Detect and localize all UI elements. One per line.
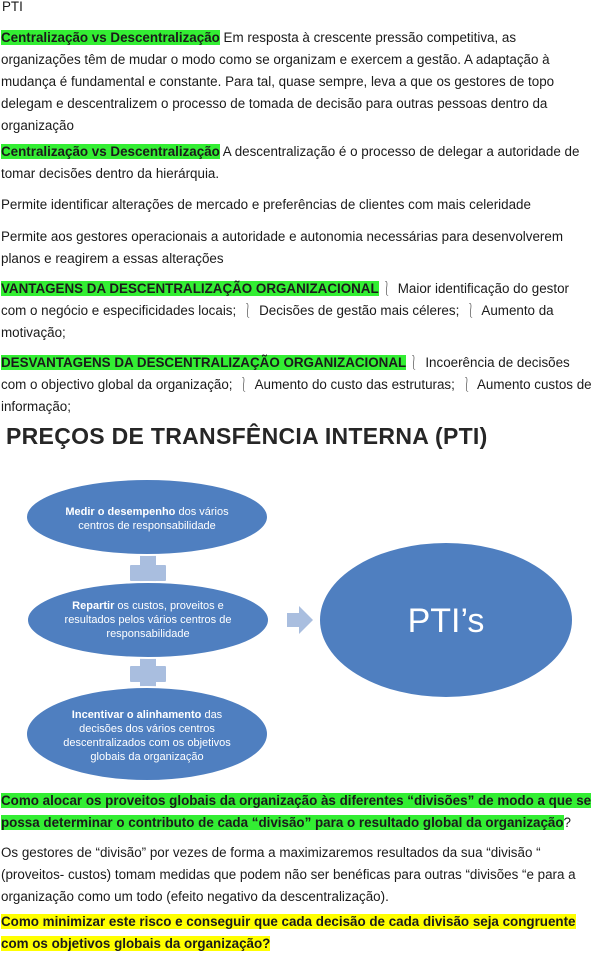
highlight-centralizacao-2: Centralização vs Descentralização [1,144,220,159]
question-alocar-proveitos [1,790,597,834]
oval3-line1 [72,709,223,721]
question2-highlight: Como minimizar este risco e conseguir que cada decisão de cada divisão seja congruente com os objetivos globais da organização? [1,914,576,951]
paragraph-mercado: Permite identificar alterações de mercado e preferências de clientes com mais celeridade [1,197,531,212]
vantagem-item: Aumento da motivação; [1,303,554,340]
paragraph-text-1: Em resposta à crescente pressão competitiva, as organizações têm de mudar o modo como se organizam e exercem a gestão. A adaptação à mudança é fundamental e constante. Para tal, quase sempre, leva a que os gestores de topo delegam e descentralizem o processo de tomada de decisão para outras pessoas dentro da organização [1,30,555,133]
oval3-line2: decisões dos vários centros [79,723,215,735]
oval2-line1 [72,600,224,612]
brace-icon: ⎱ [462,377,471,392]
desvantagem-item: Aumento custos de informação; [1,377,592,414]
pti-result-label: PTI’s [407,602,485,640]
arrow-right-icon [287,606,313,634]
vantagem-item: Maior identificação do gestor com o negócio e especificidades locais; [1,281,569,318]
oval1-rest: dos vários [175,506,229,518]
oval3-rest: das [201,709,223,721]
doc-title: PTI [2,0,23,14]
brace-icon: ⎱ [409,355,418,370]
paragraph-centralizacao-1 [1,27,597,137]
oval3-line4: globais da organização [90,751,204,763]
vantagens-section [1,278,597,344]
oval2-line3: responsabilidade [106,628,190,640]
oval1-line1 [65,506,229,518]
oval2-bold: Repartir [72,600,115,612]
oval2-rest: os custos, proveitos e [114,600,224,612]
oval2-line2: resultados pelos vários centros de [64,614,232,626]
oval3-line3: descentralizados com os objetivos [63,737,231,749]
paragraph-text-2: A descentralização é o processo de delegar a autoridade de tomar decisões dentro da hierárquia. [1,144,580,181]
brace-icon: ⎱ [243,303,252,318]
vantagem-item: Decisões de gestão mais céleres; [259,303,460,318]
oval3-bold: Incentivar o alinhamento [71,709,202,721]
brace-icon: ⎱ [239,377,248,392]
highlight-centralizacao-1: Centralização vs Descentralização [1,30,220,45]
oval1-line2: centros de responsabilidade [78,520,216,532]
paragraph-gestores-operacionais: Permite aos gestores operacionais a autoridade e autonomia necessárias para desenvolverem planos e reagirem a essas alterações [1,229,563,266]
brace-icon: ⎱ [382,281,391,296]
pti-diagram [0,470,600,790]
vantagens-heading: VANTAGENS DA DESCENTRALIZAÇÃO ORGANIZACIONAL [1,281,379,296]
section-heading-pti: PREÇOS DE TRANSFÊNCIA INTERNA (PTI) [6,423,488,449]
question-minimizar-risco [1,911,597,955]
brace-icon: ⎱ [466,303,475,318]
desvantagem-item: Aumento do custo das estruturas; [254,377,455,392]
oval1-bold: Medir o desempenho [65,506,176,518]
paragraph-centralizacao-2 [1,141,597,185]
desvantagens-section [1,352,597,418]
question1-tail: ? [563,815,571,830]
desvantagens-heading: DESVANTAGENS DA DESCENTRALIZAÇÃO ORGANIZACIONAL [1,355,407,370]
desvantagem-item: Incoerência de decisões com o objectivo global da organização; [1,355,570,392]
question1-highlight: Como alocar os proveitos globais da organização às diferentes “divisões” de modo a que se possa determinar o contributo de cada “divisão” para o resultado global da organização [1,793,592,830]
paragraph-gestores-divisao: Os gestores de “divisão” por vezes de forma a maximizaremos resultados da sua “divisão “ (proveitos- custos) tomam medidas que podem não ser benéficas para outras “divisões “e para a organização como um todo (efeito negativo da descentralização). [1,845,576,904]
